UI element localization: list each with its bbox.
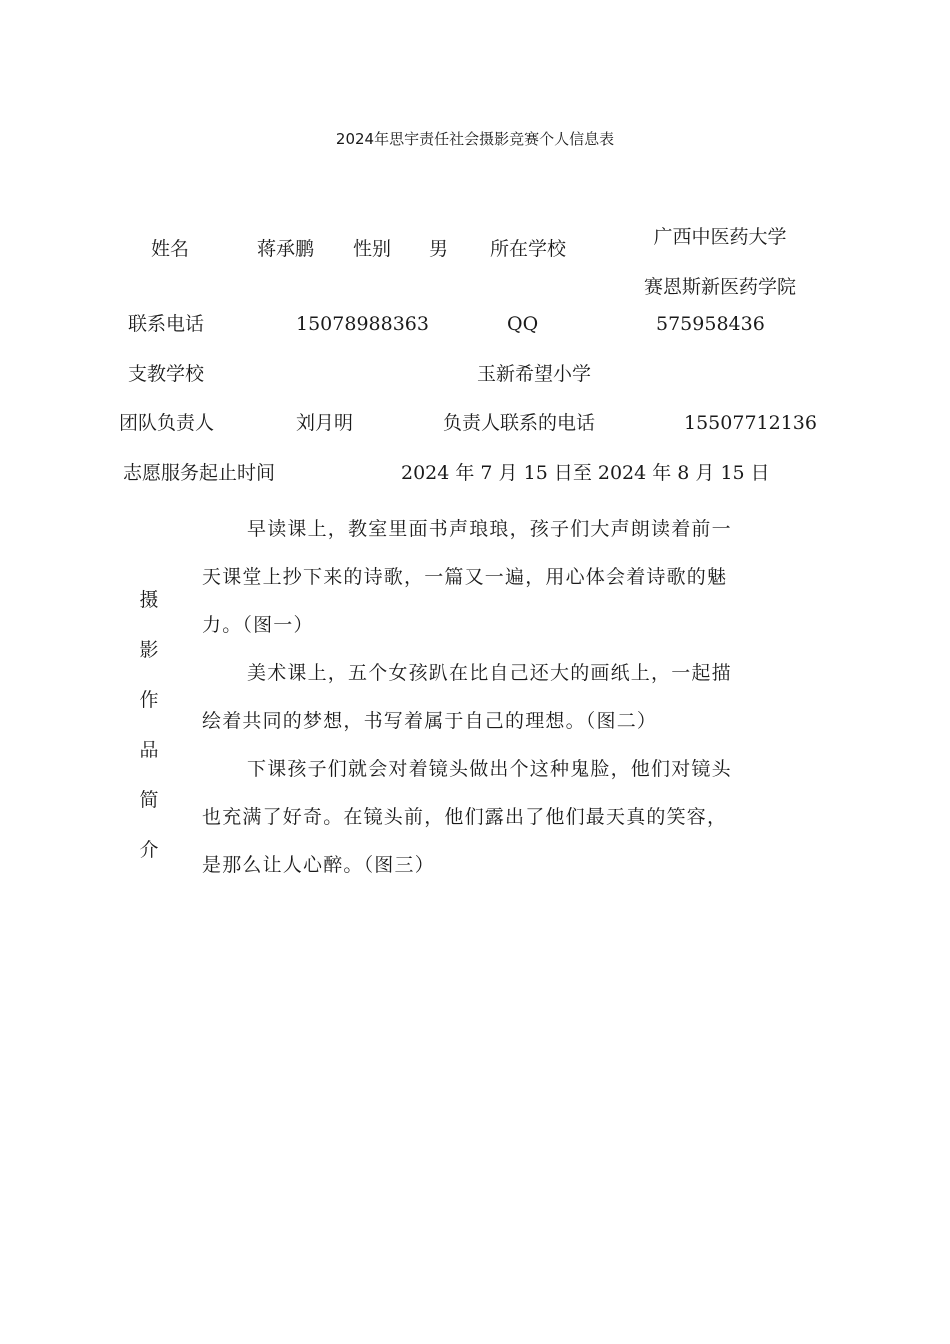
intro-label-char: 介 xyxy=(139,839,159,861)
school-value-line-2: 赛恩斯新医药学院 xyxy=(643,276,796,298)
qq-value: 575958436 xyxy=(656,313,765,335)
intro-label-char: 影 xyxy=(139,639,159,661)
leader-value: 刘月明 xyxy=(296,412,354,434)
phone-label: 联系电话 xyxy=(128,313,205,335)
intro-paragraph-1: 早读课上，教室里面书声琅琅，孩子们大声朗读着前一天课堂上抄下来的诗歌，一篇又一遍，用心体会着诗歌的魅力。（图一） xyxy=(202,518,732,636)
qq-label: QQ xyxy=(507,313,539,335)
gender-value: 男 xyxy=(429,238,449,260)
leader-phone-value: 15507712136 xyxy=(684,412,817,434)
name-value: 蒋承鹏 xyxy=(257,238,315,260)
period-value: 2024 年 7 月 15 日至 2024 年 8 月 15 日 xyxy=(401,462,770,484)
intro-text xyxy=(202,505,742,889)
leader-phone-label: 负责人联系的电话 xyxy=(443,412,596,434)
name-label: 姓名 xyxy=(151,238,190,260)
intro-vertical-label xyxy=(134,585,164,885)
phone-value: 15078988363 xyxy=(296,313,429,335)
teach-school-label: 支教学校 xyxy=(128,363,205,385)
intro-paragraph-2: 美术课上，五个女孩趴在比自己还大的画纸上，一起描绘着共同的梦想，书写着属于自己的理想。（图二） xyxy=(202,662,732,732)
intro-label-char: 摄 xyxy=(139,589,159,611)
school-value-line-1: 广西中医药大学 xyxy=(653,226,787,248)
period-label: 志愿服务起止时间 xyxy=(123,462,276,484)
intro-label-char: 作 xyxy=(139,689,159,711)
leader-label: 团队负责人 xyxy=(119,412,215,434)
page-title: 2024年思宇责任社会摄影竞赛个人信息表 xyxy=(335,130,615,148)
school-value xyxy=(620,212,820,312)
intro-paragraph-3: 下课孩子们就会对着镜头做出个这种鬼脸，他们对镜头也充满了好奇。在镜头前，他们露出了他们最天真的笑容，是那么让人心醉。（图三） xyxy=(202,758,732,876)
intro-label-char: 简 xyxy=(139,789,159,811)
school-label: 所在学校 xyxy=(490,238,567,260)
intro-label-char: 品 xyxy=(139,739,159,761)
gender-label: 性别 xyxy=(353,238,392,260)
teach-school-value: 玉新希望小学 xyxy=(477,363,592,385)
